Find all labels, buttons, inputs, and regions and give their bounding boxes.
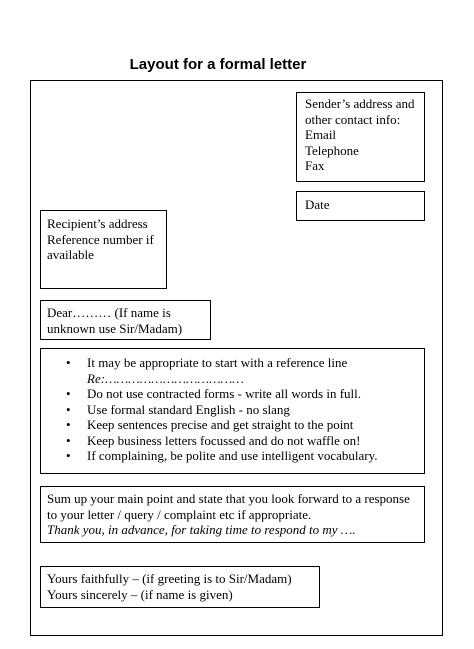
date-label: Date <box>305 197 330 212</box>
tips-list <box>47 355 418 464</box>
closing-line: Yours faithfully – (if greeting is to Sir/Madam) <box>47 571 292 586</box>
list-item: • Keep sentences precise and get straight to the point <box>47 417 418 433</box>
summary-italic-line: Thank you, in advance, for taking time to respond to my …. <box>47 522 356 537</box>
list-item: • Use formal standard English - no slang <box>47 402 418 418</box>
salutation-box <box>40 300 211 340</box>
sender-line: Fax <box>305 158 325 173</box>
summary-line: Sum up your main point and state that you look forward to a response <box>47 491 410 506</box>
sender-line: Email <box>305 127 337 142</box>
list-item: • Keep business letters focussed and do not waffle on! <box>47 433 418 449</box>
sender-address-box <box>296 92 425 182</box>
sender-line: Telephone <box>305 142 359 158</box>
tips-box <box>40 348 425 474</box>
sender-line: Sender’s address and <box>305 96 415 111</box>
closing-box <box>40 566 320 608</box>
list-item: • It may be appropriate to start with a reference line <box>47 355 418 371</box>
date-box <box>296 191 425 221</box>
summary-box <box>40 486 425 543</box>
page-title: Layout for a formal letter <box>129 56 307 73</box>
salutation-line: Dear……… (If name is <box>47 305 171 320</box>
salutation-line: unknown use Sir/Madam) <box>47 320 183 336</box>
sender-line: other contact info: <box>305 111 401 127</box>
summary-line: to your letter / query / complaint etc if appropriate. <box>47 506 312 522</box>
list-item: • Do not use contracted forms - write all words in full. <box>47 386 418 402</box>
recipient-line: available <box>47 247 94 262</box>
recipient-line: Recipient’s address <box>47 216 148 231</box>
reference-line: Re:……………………………… <box>87 370 244 386</box>
closing-line: Yours sincerely – (if name is given) <box>47 586 233 602</box>
recipient-line: Reference number if <box>47 231 154 247</box>
list-item: • If complaining, be polite and use intelligent vocabulary. <box>47 448 418 464</box>
recipient-address-box <box>40 210 167 289</box>
